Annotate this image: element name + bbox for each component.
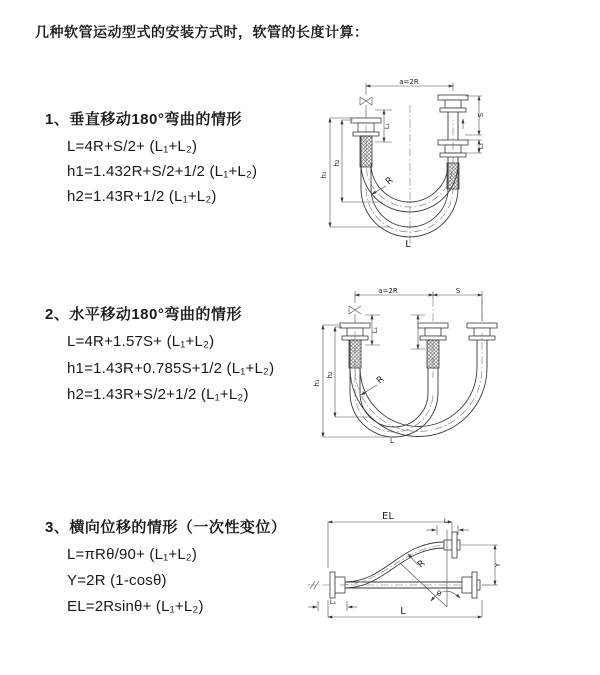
section2-formula-h2: h2=1.43R+S/2+1/2 (L₁+L₂) <box>67 386 249 403</box>
dim-l1-right-label: L₁ <box>477 142 485 150</box>
dim-h2-label: h₂ <box>333 159 341 167</box>
page-title: 几种软管运动型式的安装方式时，软管的长度计算： <box>35 24 369 40</box>
dimension-l1-middle <box>411 315 425 349</box>
dimension-l1-top <box>426 517 469 535</box>
dim-l1-bottom-label: L₁ <box>329 598 337 606</box>
section1-formula-h2: h2=1.43R+1/2 (L₁+L₂) <box>67 188 217 205</box>
dimension-a2r <box>366 78 453 95</box>
section1-heading: 1、垂直移动180°弯曲的情形 <box>45 111 242 128</box>
section2-heading: 2、水平移动180°弯曲的情形 <box>45 306 242 323</box>
dim-l1-top-label: L₁ <box>443 517 451 525</box>
diagram-horizontal-180-bend <box>310 283 580 473</box>
dim-a2r-label: a=2R <box>399 78 419 86</box>
dim-l1-label: L₁ <box>371 326 379 334</box>
dim-r-label: R <box>416 558 428 571</box>
dim-h1-label: h₁ <box>320 171 328 179</box>
dim-h2-label: h₂ <box>326 371 334 379</box>
dim-r-label: R <box>375 374 387 387</box>
hose-u-bend <box>350 331 487 437</box>
dimension-l1-left <box>375 110 392 142</box>
hose-u-bend <box>361 120 458 237</box>
dim-l-label: L <box>400 606 406 617</box>
hose-s-curve <box>340 542 450 588</box>
middle-pipe-fitting <box>418 323 448 340</box>
dim-s-label: S <box>477 112 485 118</box>
section2-formula-h1: h1=1.43R+0.785S+1/2 (L₁+L₂) <box>67 360 275 377</box>
dim-a2r-label: a=2R <box>378 287 398 295</box>
dim-l1-left-label: L₁ <box>383 122 391 130</box>
dim-l-label: L <box>405 239 411 250</box>
dim-y-label: Y <box>494 562 502 568</box>
dimension-l1-bottom <box>308 598 357 611</box>
dim-el-label: EL <box>382 511 394 522</box>
dim-h1-label: h₁ <box>313 379 321 387</box>
section2-formula-L: L=4R+1.57S+ (L₁+L₂) <box>67 333 215 350</box>
diagram-lateral-displacement <box>300 500 600 630</box>
middle-braided-hose <box>427 340 439 368</box>
section1-formula-h1: h1=1.432R+S/2+1/2 (L₁+L₂) <box>67 163 258 180</box>
section3-formula-Y: Y=2R (1-cosθ) <box>67 572 167 589</box>
dimension-r <box>408 554 427 570</box>
dimension-s <box>465 96 485 135</box>
section1-formula-L: L=4R+S/2+ (L₁+L₂) <box>67 138 198 155</box>
right-flange <box>462 572 480 598</box>
dimension-r <box>372 176 395 194</box>
dimension-a2r <box>355 287 482 321</box>
valve-icon <box>360 97 372 118</box>
dimension-l <box>328 600 482 617</box>
right-pipe-fitting <box>467 323 497 340</box>
dimension-s <box>433 287 482 295</box>
dimension-el <box>328 511 452 568</box>
dim-theta-label: θ <box>436 590 442 598</box>
dim-s-label: S <box>455 287 461 295</box>
valve-icon <box>349 306 361 323</box>
section3-heading: 3、横向位移的情形（一次性变位） <box>45 519 287 536</box>
upper-flange <box>444 532 460 558</box>
diagram-vertical-180-bend <box>315 75 580 260</box>
section3-formula-L: L=πRθ/90+ (L₁+L₂) <box>67 546 198 563</box>
section3-formula-EL: EL=2Rsinθ+ (L₁+L₂) <box>67 598 204 615</box>
dim-r-label: R <box>384 175 396 188</box>
dimension-l1-left <box>365 315 380 345</box>
dim-l-label: L <box>390 437 394 445</box>
